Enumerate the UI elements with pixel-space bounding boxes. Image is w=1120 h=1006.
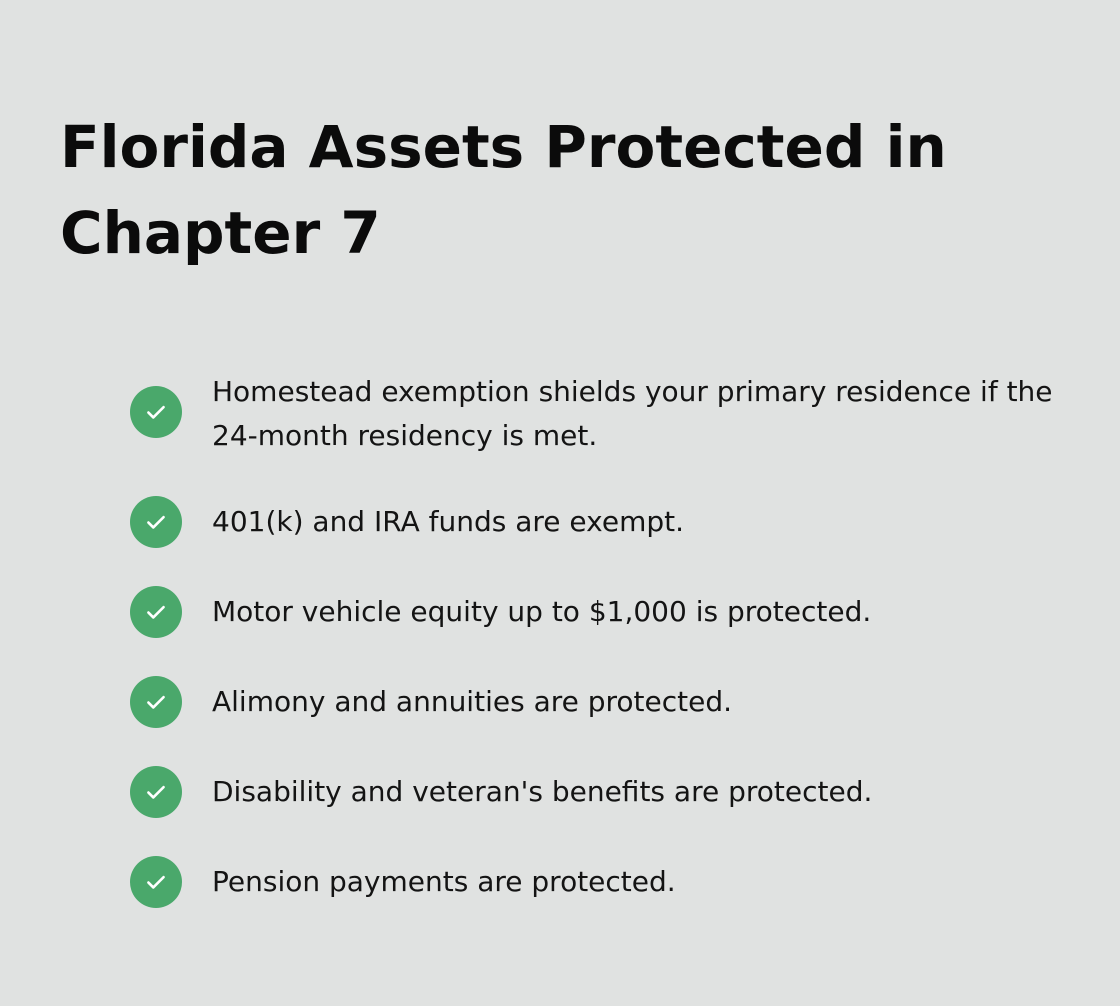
list-item (130, 766, 1070, 818)
list-item-text: Alimony and annuities are protected. (212, 685, 733, 718)
check-icon (130, 766, 182, 818)
list-item (130, 586, 1070, 638)
check-icon (130, 856, 182, 908)
check-icon (130, 386, 182, 438)
check-icon (130, 586, 182, 638)
list-item-text: Homestead exemption shields your primary residence if the 24-month residency is met. (212, 375, 1053, 452)
protected-assets-list (130, 370, 1070, 946)
list-item-text: Motor vehicle equity up to $1,000 is protected. (212, 595, 872, 628)
check-icon (130, 676, 182, 728)
list-item-text: 401(k) and IRA funds are exempt. (212, 505, 685, 538)
list-item-text: Pension payments are protected. (212, 865, 676, 898)
check-icon (130, 496, 182, 548)
list-item (130, 370, 1070, 458)
list-item (130, 856, 1070, 908)
page-title: Florida Assets Protected in Chapter 7 (60, 113, 947, 267)
list-item (130, 676, 1070, 728)
list-item (130, 496, 1070, 548)
list-item-text: Disability and veteran's benefits are protected. (212, 775, 873, 808)
